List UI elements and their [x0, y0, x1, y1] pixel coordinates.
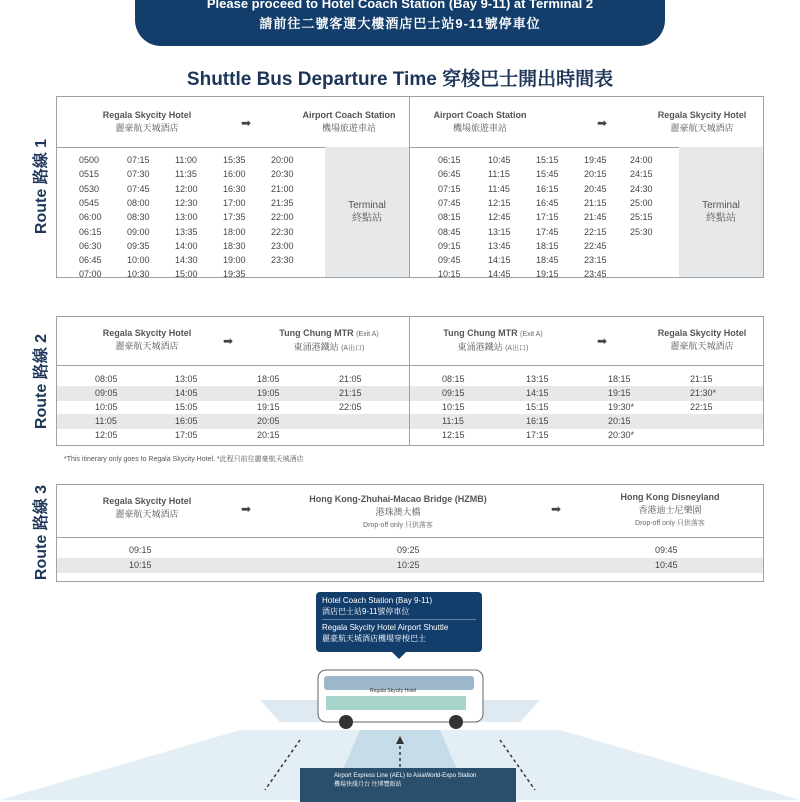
- departure-time: 21:45: [584, 212, 607, 223]
- departure-time: 17:05: [175, 430, 198, 440]
- instruction-banner: [135, 0, 665, 46]
- departure-time: 06:00: [79, 212, 102, 223]
- table-row: [410, 372, 763, 387]
- departure-time: 16:15: [536, 183, 559, 194]
- table-row: [410, 400, 763, 415]
- departure-time: 17:15: [526, 430, 549, 440]
- route-1-panel: [56, 96, 764, 278]
- departure-time: 07:00: [79, 269, 102, 280]
- table-row: [57, 428, 409, 443]
- departure-time: 23:15: [584, 255, 607, 266]
- banner-english: Please proceed to Hotel Coach Station (Bay 9-11) at Terminal 2: [206, 0, 594, 11]
- departure-time: 10:15: [129, 560, 152, 570]
- departure-time: 08:00: [127, 197, 150, 208]
- table-row: [57, 558, 763, 573]
- route-1-right-origin: Airport Coach Station 機場旅遊車站: [433, 110, 527, 133]
- departure-time: 12:05: [95, 430, 118, 440]
- departure-time: 13:35: [175, 226, 198, 237]
- route-3-label: Route 路線 3: [33, 484, 51, 580]
- departure-time: 21:15: [339, 388, 362, 398]
- table-row: [410, 414, 763, 429]
- departure-time: 06:45: [438, 169, 461, 180]
- departure-time: 19:30*: [608, 402, 635, 412]
- table-row: [57, 386, 409, 401]
- departure-time: 23:30: [271, 255, 294, 266]
- route-2-right-timetable: [410, 372, 763, 447]
- departure-time: 19:35: [223, 269, 246, 280]
- route-3-stop-hzmb: Hong Kong-Zhuhai-Macao Bridge (HZMB) 港珠澳大橋 Drop-off only 只供落客: [309, 494, 487, 529]
- departure-time: 14:15: [488, 255, 511, 266]
- departure-time: 22:15: [690, 402, 713, 412]
- departure-time: 19:05: [257, 388, 280, 398]
- departure-time: 16:15: [526, 416, 549, 426]
- route-2-left-origin: Regala Skycity Hotel 麗豪航天城酒店: [102, 328, 192, 351]
- route-3-panel: [56, 484, 764, 582]
- departure-time: 09:00: [127, 226, 150, 237]
- departure-time: 21:35: [271, 197, 294, 208]
- departure-time: 09:45: [438, 255, 461, 266]
- table-row: [57, 400, 409, 415]
- banner-chinese: 請前往二號客運大樓酒店巴士站9-11號停車位: [259, 16, 541, 31]
- departure-time: 17:45: [536, 226, 559, 237]
- departure-time: 0545: [79, 197, 100, 208]
- departure-time: 12:45: [488, 212, 511, 223]
- arrow-right-icon: ➡: [241, 116, 252, 130]
- departure-time: 12:15: [488, 197, 511, 208]
- departure-time: 08:45: [438, 226, 461, 237]
- departure-time: 06:15: [79, 226, 102, 237]
- departure-time: 16:30: [223, 183, 246, 194]
- departure-time: 16:00: [223, 169, 246, 180]
- departure-time: 20:05: [257, 416, 280, 426]
- departure-time: 08:05: [95, 374, 118, 384]
- bus-text: Regala Skycity Hotel: [370, 688, 417, 694]
- departure-time: 15:15: [526, 402, 549, 412]
- departure-time: 07:15: [438, 183, 461, 194]
- route-2-left-destination: Tung Chung MTR (Exit A) 東涌港鐵站 (A出口): [279, 328, 379, 352]
- route-1-right-destination: Regala Skycity Hotel 麗豪航天城酒店: [657, 110, 747, 133]
- coach-station-callout: Hotel Coach Station (Bay 9-11) 酒店巴士站9-11號停車位 Regala Skycity Hotel Airport Shuttle 麗豪航天城酒店機場穿梭巴士: [316, 592, 482, 652]
- departure-time: 25:15: [630, 212, 653, 223]
- route-2-left-timetable: [57, 372, 409, 447]
- departure-time: 15:45: [536, 169, 559, 180]
- departure-time: 25:00: [630, 197, 653, 208]
- departure-time: 10:15: [438, 269, 461, 280]
- departure-time: 13:45: [488, 240, 511, 251]
- departure-time: 11:15: [442, 416, 464, 426]
- departure-time: 13:15: [526, 374, 549, 384]
- departure-time: 21:05: [339, 374, 362, 384]
- route-1-label: Route 路線 1: [33, 138, 51, 234]
- departure-time: 13:00: [175, 212, 198, 223]
- departure-time: 09:45: [655, 545, 678, 555]
- departure-time: 19:15: [257, 402, 280, 412]
- departure-time: 15:05: [175, 402, 198, 412]
- departure-time: 08:15: [442, 374, 465, 384]
- route-3-stop-disneyland: Hong Kong Disneyland 香港迪士尼樂園 Drop-off only 只供落客: [620, 492, 720, 527]
- departure-time: 18:05: [257, 374, 280, 384]
- departure-time: 06:15: [438, 155, 461, 165]
- departure-time: 19:00: [223, 255, 246, 266]
- departure-time: 21:30*: [690, 388, 717, 398]
- departure-time: 22:15: [584, 226, 607, 237]
- departure-time: 17:15: [536, 212, 559, 223]
- departure-time: 22:00: [271, 212, 294, 223]
- departure-time: 18:00: [223, 226, 246, 237]
- departure-time: 23:45: [584, 269, 607, 280]
- departure-time: 07:45: [438, 197, 461, 208]
- departure-time: 11:45: [488, 183, 510, 194]
- route-1-left-terminal: Terminal 終點站: [325, 147, 409, 277]
- departure-time: 10:00: [127, 255, 150, 266]
- departure-time: 15:15: [536, 155, 559, 165]
- route-2-footnote: *This itinerary only goes to Regala Skycity Hotel. *此程只前往麗豪航天城酒店: [64, 456, 304, 463]
- departure-time: 18:45: [536, 255, 559, 266]
- departure-time: 14:00: [175, 240, 198, 251]
- departure-time: 12:30: [175, 197, 198, 208]
- departure-time: 11:15: [488, 169, 510, 180]
- departure-time: 20:45: [584, 183, 607, 194]
- departure-time: 24:30: [630, 183, 653, 194]
- departure-time: 11:35: [175, 169, 197, 180]
- departure-time: 20:30*: [608, 430, 635, 440]
- page-title: Shuttle Bus Departure Time 穿梭巴士開出時間表: [186, 69, 614, 90]
- departure-time: 21:15: [690, 374, 713, 384]
- departure-time: 09:15: [438, 240, 461, 251]
- departure-time: 20:15: [257, 430, 280, 440]
- departure-time: 06:45: [79, 255, 102, 266]
- departure-time: 24:15: [630, 169, 653, 180]
- departure-time: 17:35: [223, 212, 246, 223]
- departure-time: 20:15: [608, 416, 631, 426]
- departure-time: 25:30: [630, 226, 653, 237]
- route-2-right-origin: Tung Chung MTR (Exit A) 東涌港鐵站 (A出口): [443, 328, 543, 352]
- route-2-right-destination: Regala Skycity Hotel 麗豪航天城酒店: [657, 328, 747, 351]
- bus-livery: [326, 696, 466, 710]
- departure-time: 22:45: [584, 240, 607, 251]
- departure-time: 10:45: [655, 560, 678, 570]
- departure-time: 12:15: [442, 430, 465, 440]
- table-row: [57, 414, 409, 429]
- departure-time: 19:45: [584, 155, 607, 165]
- arrow-right-icon: ➡: [597, 334, 608, 348]
- table-row: [57, 372, 409, 387]
- departure-time: 20:30: [271, 169, 294, 180]
- departure-time: 10:45: [488, 155, 511, 165]
- departure-time: 20:00: [271, 155, 294, 165]
- arrow-right-icon: ➡: [223, 334, 234, 348]
- departure-time: 17:00: [223, 197, 246, 208]
- departure-time: 0500: [79, 155, 100, 165]
- departure-time: 07:30: [127, 169, 150, 180]
- departure-time: 13:05: [175, 374, 198, 384]
- departure-time: 14:30: [175, 255, 198, 266]
- departure-time: 10:25: [397, 560, 420, 570]
- table-row: [410, 428, 763, 443]
- ael-station-sign: Airport Express Line (AEL) to AsiaWorld-Expo Station 機場快綫月台 往博覽館站: [300, 768, 516, 802]
- departure-time: 22:05: [339, 402, 362, 412]
- departure-time: 10:05: [95, 402, 118, 412]
- departure-time: 16:45: [536, 197, 559, 208]
- route-3-stop-hotel: Regala Skycity Hotel 麗豪航天城酒店: [102, 496, 192, 519]
- departure-time: 20:15: [584, 169, 607, 180]
- route-3-timetable: [57, 543, 763, 579]
- route-1-right-terminal: Terminal 終點站: [679, 147, 763, 277]
- route-1-left-destination: Airport Coach Station 機場旅遊車站: [302, 110, 396, 133]
- departure-time: 09:05: [95, 388, 118, 398]
- departure-time: 06:30: [79, 240, 102, 251]
- departure-time: 0530: [79, 183, 100, 194]
- departure-time: 18:30: [223, 240, 246, 251]
- bus-wheel: [449, 715, 463, 729]
- departure-time: 11:05: [95, 416, 117, 426]
- departure-time: 19:15: [536, 269, 559, 280]
- arrow-right-icon: ➡: [551, 502, 562, 516]
- departure-time: 10:15: [442, 402, 465, 412]
- departure-time: 18:15: [608, 374, 631, 384]
- departure-time: 0515: [79, 169, 100, 180]
- departure-time: 11:00: [175, 155, 197, 165]
- departure-time: 21:15: [584, 197, 607, 208]
- departure-time: 12:00: [175, 183, 198, 194]
- route-2-label: Route 路線 2: [33, 333, 51, 429]
- table-row: [410, 386, 763, 401]
- departure-time: 15:00: [175, 269, 198, 280]
- departure-time: 07:45: [127, 183, 150, 194]
- departure-time: 14:05: [175, 388, 198, 398]
- route-2-panel: [56, 316, 764, 446]
- departure-time: 09:15: [442, 388, 465, 398]
- departure-time: 09:35: [127, 240, 150, 251]
- departure-time: 18:15: [536, 240, 559, 251]
- departure-time: 22:30: [271, 226, 294, 237]
- bus-wheel: [339, 715, 353, 729]
- departure-time: 14:15: [526, 388, 549, 398]
- departure-time: 19:15: [608, 388, 631, 398]
- departure-time: 08:15: [438, 212, 461, 223]
- departure-time: 23:00: [271, 240, 294, 251]
- departure-time: 09:15: [129, 545, 152, 555]
- route-1-left-origin: Regala Skycity Hotel 麗豪航天城酒店: [102, 110, 192, 133]
- departure-time: 15:35: [223, 155, 246, 165]
- departure-time: 16:05: [175, 416, 198, 426]
- departure-time: 08:30: [127, 212, 150, 223]
- departure-time: 13:15: [488, 226, 511, 237]
- departure-time: 09:25: [397, 545, 420, 555]
- departure-time: 07:15: [127, 155, 150, 165]
- table-row: [57, 543, 763, 558]
- departure-time: 24:00: [630, 155, 653, 165]
- departure-time: 21:00: [271, 183, 294, 194]
- departure-time: 14:45: [488, 269, 511, 280]
- departure-time: 10:30: [127, 269, 150, 280]
- arrow-right-icon: ➡: [241, 502, 252, 516]
- arrow-right-icon: ➡: [597, 116, 608, 130]
